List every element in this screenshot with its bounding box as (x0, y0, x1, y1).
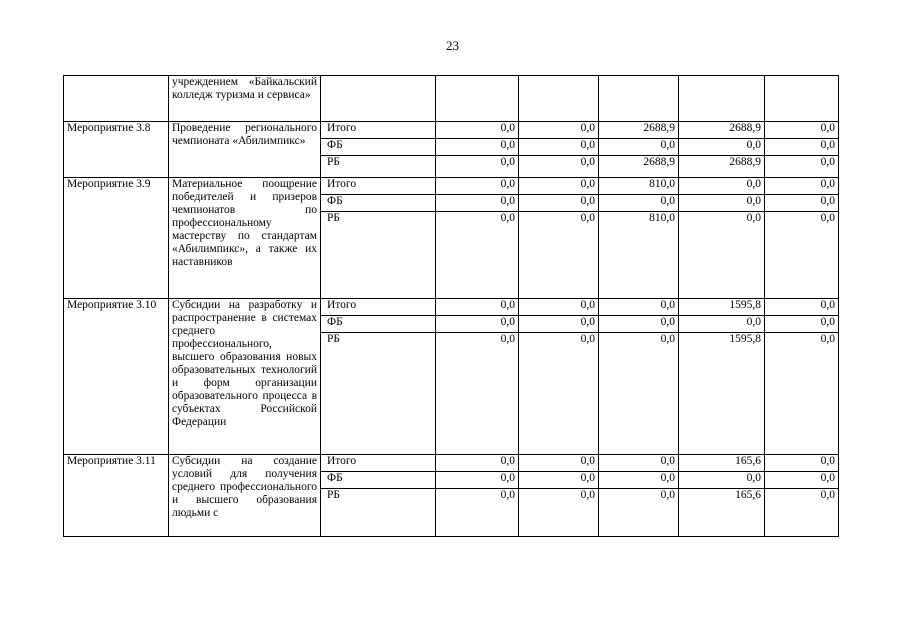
continuation-row (64, 76, 839, 122)
event-cell: Мероприятие 3.10 (64, 299, 169, 455)
value-cell: 0,0 (765, 212, 839, 299)
value-cell: 2688,9 (679, 156, 765, 178)
value-cell: 0,0 (599, 299, 679, 316)
value-cell: 0,0 (765, 455, 839, 472)
value-cell: 0,0 (519, 122, 599, 139)
value-cell: 0,0 (436, 212, 519, 299)
value-cell: 165,6 (679, 455, 765, 472)
value-cell: 2688,9 (599, 156, 679, 178)
value-cell: 0,0 (519, 299, 599, 316)
description-cell: Материальное поощрение победителей и призеров чемпионатов по профессиональному мастерству по стандартам «Абилимпикс», а также их наставников (169, 178, 321, 299)
table-row (64, 455, 839, 472)
source-cell (321, 76, 436, 122)
table-row (64, 122, 839, 139)
value-cell: 0,0 (765, 195, 839, 212)
value-cell: 0,0 (436, 195, 519, 212)
value-cell: 0,0 (436, 178, 519, 195)
value-cell: 0,0 (436, 333, 519, 455)
value-cell: 0,0 (599, 195, 679, 212)
value-cell: 0,0 (519, 455, 599, 472)
value-cell: 0,0 (519, 139, 599, 156)
funding-source-cell: Итого (321, 178, 436, 195)
value-cell: 0,0 (765, 333, 839, 455)
value-cell: 0,0 (519, 195, 599, 212)
value-cell: 0,0 (679, 139, 765, 156)
funding-source-cell: РБ (321, 489, 436, 537)
value-cell (765, 76, 839, 122)
funding-source-cell: ФБ (321, 195, 436, 212)
value-cell: 0,0 (519, 178, 599, 195)
funding-source-cell: РБ (321, 333, 436, 455)
funding-source-cell: ФБ (321, 139, 436, 156)
funding-source-cell: ФБ (321, 472, 436, 489)
value-cell: 0,0 (599, 139, 679, 156)
value-cell: 165,6 (679, 489, 765, 537)
event-cell: Мероприятие 3.9 (64, 178, 169, 299)
funding-source-cell: РБ (321, 212, 436, 299)
value-cell: 0,0 (599, 316, 679, 333)
value-cell (436, 76, 519, 122)
value-cell: 0,0 (519, 489, 599, 537)
value-cell: 0,0 (599, 489, 679, 537)
value-cell (599, 76, 679, 122)
value-cell: 2688,9 (599, 122, 679, 139)
value-cell: 0,0 (765, 178, 839, 195)
funding-source-cell: Итого (321, 122, 436, 139)
table-row (64, 178, 839, 195)
value-cell: 1595,8 (679, 333, 765, 455)
funding-source-cell: Итого (321, 455, 436, 472)
funding-source-cell: РБ (321, 156, 436, 178)
value-cell: 0,0 (436, 122, 519, 139)
value-cell: 0,0 (679, 316, 765, 333)
value-cell: 0,0 (765, 299, 839, 316)
value-cell: 0,0 (519, 212, 599, 299)
value-cell: 0,0 (519, 156, 599, 178)
table-row (64, 299, 839, 316)
page-number: 23 (446, 38, 459, 53)
value-cell: 0,0 (765, 316, 839, 333)
value-cell: 810,0 (599, 178, 679, 195)
value-cell: 0,0 (436, 489, 519, 537)
description-cell: Субсидии на создание условий для получения среднего профессионального и высшего образования людьми с (169, 455, 321, 537)
value-cell: 0,0 (765, 489, 839, 537)
value-cell: 0,0 (765, 139, 839, 156)
value-cell: 0,0 (679, 472, 765, 489)
value-cell: 0,0 (765, 472, 839, 489)
funding-source-cell: ФБ (321, 316, 436, 333)
value-cell: 0,0 (436, 299, 519, 316)
value-cell: 0,0 (599, 455, 679, 472)
value-cell: 0,0 (436, 156, 519, 178)
value-cell: 0,0 (436, 139, 519, 156)
value-cell: 1595,8 (679, 299, 765, 316)
value-cell: 0,0 (679, 212, 765, 299)
value-cell: 0,0 (519, 333, 599, 455)
event-cell: Мероприятие 3.11 (64, 455, 169, 537)
value-cell: 810,0 (599, 212, 679, 299)
event-cell (64, 76, 169, 122)
value-cell: 0,0 (436, 472, 519, 489)
value-cell: 0,0 (765, 122, 839, 139)
continuation-description: учреждением «Байкальский колледж туризма и сервиса» (169, 76, 321, 122)
value-cell: 0,0 (436, 455, 519, 472)
value-cell (519, 76, 599, 122)
description-cell: Проведение регионального чемпионата «Абилимпикс» (169, 122, 321, 178)
value-cell: 0,0 (599, 472, 679, 489)
value-cell: 2688,9 (679, 122, 765, 139)
description-cell: Субсидии на разработку и распространение в системах среднего профессионального, высшего образования новых образовательных технологий и форм организации образовательного процесса в субъектах Российской Федерации (169, 299, 321, 455)
value-cell: 0,0 (679, 195, 765, 212)
value-cell: 0,0 (519, 472, 599, 489)
value-cell (679, 76, 765, 122)
value-cell: 0,0 (599, 333, 679, 455)
budget-table (63, 75, 839, 537)
value-cell: 0,0 (765, 156, 839, 178)
funding-source-cell: Итого (321, 299, 436, 316)
value-cell: 0,0 (519, 316, 599, 333)
event-cell: Мероприятие 3.8 (64, 122, 169, 178)
value-cell: 0,0 (679, 178, 765, 195)
value-cell: 0,0 (436, 316, 519, 333)
